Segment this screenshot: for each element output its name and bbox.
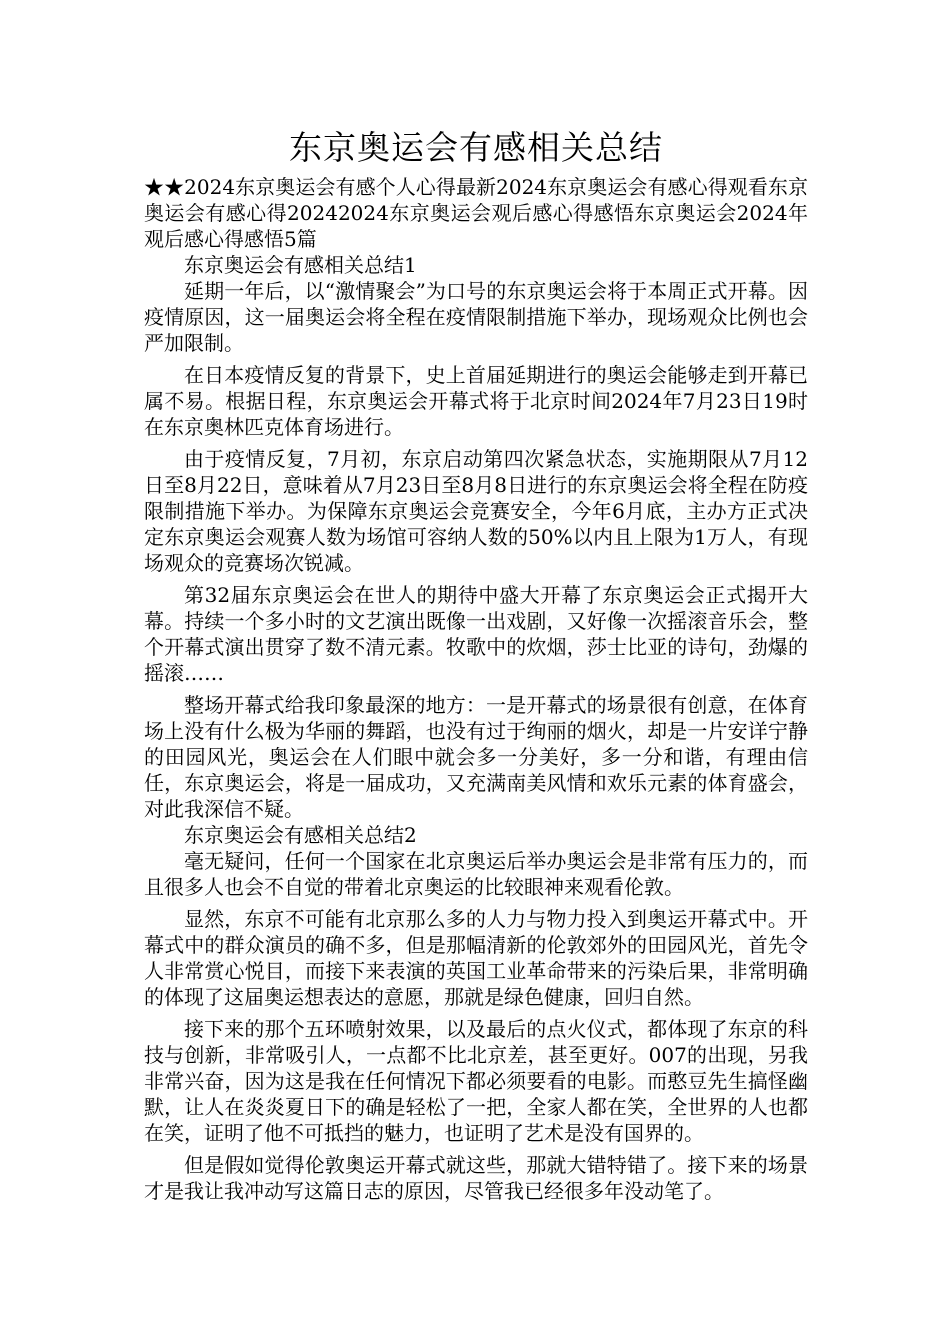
paragraph: 在日本疫情反复的背景下，史上首届延期进行的奥运会能够走到开幕已属不易。根据日程，东京奥运会开幕式将于北京时间2024年7月23日19时在东京奥林匹克体育场进行。 <box>144 363 808 439</box>
section-1 <box>144 252 808 822</box>
section-heading: 东京奥运会有感相关总结1 <box>184 253 417 277</box>
paragraph: 但是假如觉得伦敦奥运开幕式就这些，那就大错特错了。接下来的场景才是我让我冲动写这篇日志的原因，尽管我已经很多年没动笔了。 <box>144 1153 808 1203</box>
paragraph: 由于疫情反复，7月初，东京启动第四次紧急状态，实施期限从7月12日至8月22日，意味着从7月23日至8月8日进行的东京奥运会将全程在防疫限制措施下举办。为保障东京奥运会竞赛安全，今年6月底，主办方正式决定东京奥运会观赛人数为场馆可容纳人数的50%以内且上限为1万人，有现场观众的竞赛场次锐减。 <box>144 447 808 575</box>
paragraph: 显然，东京不可能有北京那么多的人力与物力投入到奥运开幕式中。开幕式中的群众演员的确不多，但是那幅清新的伦敦郊外的田园风光，首先令人非常赏心悦目，而接下来表演的英国工业革命带来的污染后果，非常明确的体现了这届奥运想表达的意愿，那就是绿色健康，回归自然。 <box>144 907 808 1009</box>
paragraph: 接下来的那个五环喷射效果，以及最后的点火仪式，都体现了东京的科技与创新，非常吸引人，一点都不比北京差，甚至更好。007的出现，另我非常兴奋，因为这是我在任何情况下都必须要看的电影。而憨豆先生搞怪幽默，让人在炎炎夏日下的确是轻松了一把，全家人都在笑，全世界的人也都在笑，证明了他不可抵挡的魅力，也证明了艺术是没有国界的。 <box>144 1017 808 1145</box>
paragraph: 延期一年后，以“激情聚会”为口号的东京奥运会将于本周正式开幕。因疫情原因，这一届奥运会将全程在疫情限制措施下举办，现场观众比例也会严加限制。 <box>144 279 808 355</box>
section-heading: 东京奥运会有感相关总结2 <box>184 823 417 847</box>
section-2 <box>144 822 808 1204</box>
document-page <box>144 122 808 1210</box>
intro-paragraph: ★★2024东京奥运会有感个人心得最新2024东京奥运会有感心得观看东京奥运会有感心得20242024东京奥运会观后感心得感悟东京奥运会2024年观后感心得感悟5篇 <box>144 175 808 251</box>
document-title: 东京奥运会有感相关总结 <box>289 128 663 167</box>
paragraph: 第32届东京奥运会在世人的期待中盛大开幕了东京奥运会正式揭开大幕。持续一个多小时的文艺演出既像一出戏剧，又好像一次摇滚音乐会，整个开幕式演出贯穿了数不清元素。牧歌中的炊烟，莎士比亚的诗句，劲爆的摇滚…… <box>144 583 808 685</box>
paragraph: 毫无疑问，任何一个国家在北京奥运后举办奥运会是非常有压力的，而且很多人也会不自觉的带着北京奥运的比较眼神来观看伦敦。 <box>144 849 808 899</box>
paragraph: 整场开幕式给我印象最深的地方：一是开幕式的场景很有创意，在体育场上没有什么极为华丽的舞蹈，也没有过于绚丽的烟火，却是一片安详宁静的田园风光，奥运会在人们眼中就会多一分美好，多一分和谐，有理由信任，东京奥运会，将是一届成功，又充满南美风情和欢乐元素的体育盛会，对此我深信不疑。 <box>144 693 808 821</box>
